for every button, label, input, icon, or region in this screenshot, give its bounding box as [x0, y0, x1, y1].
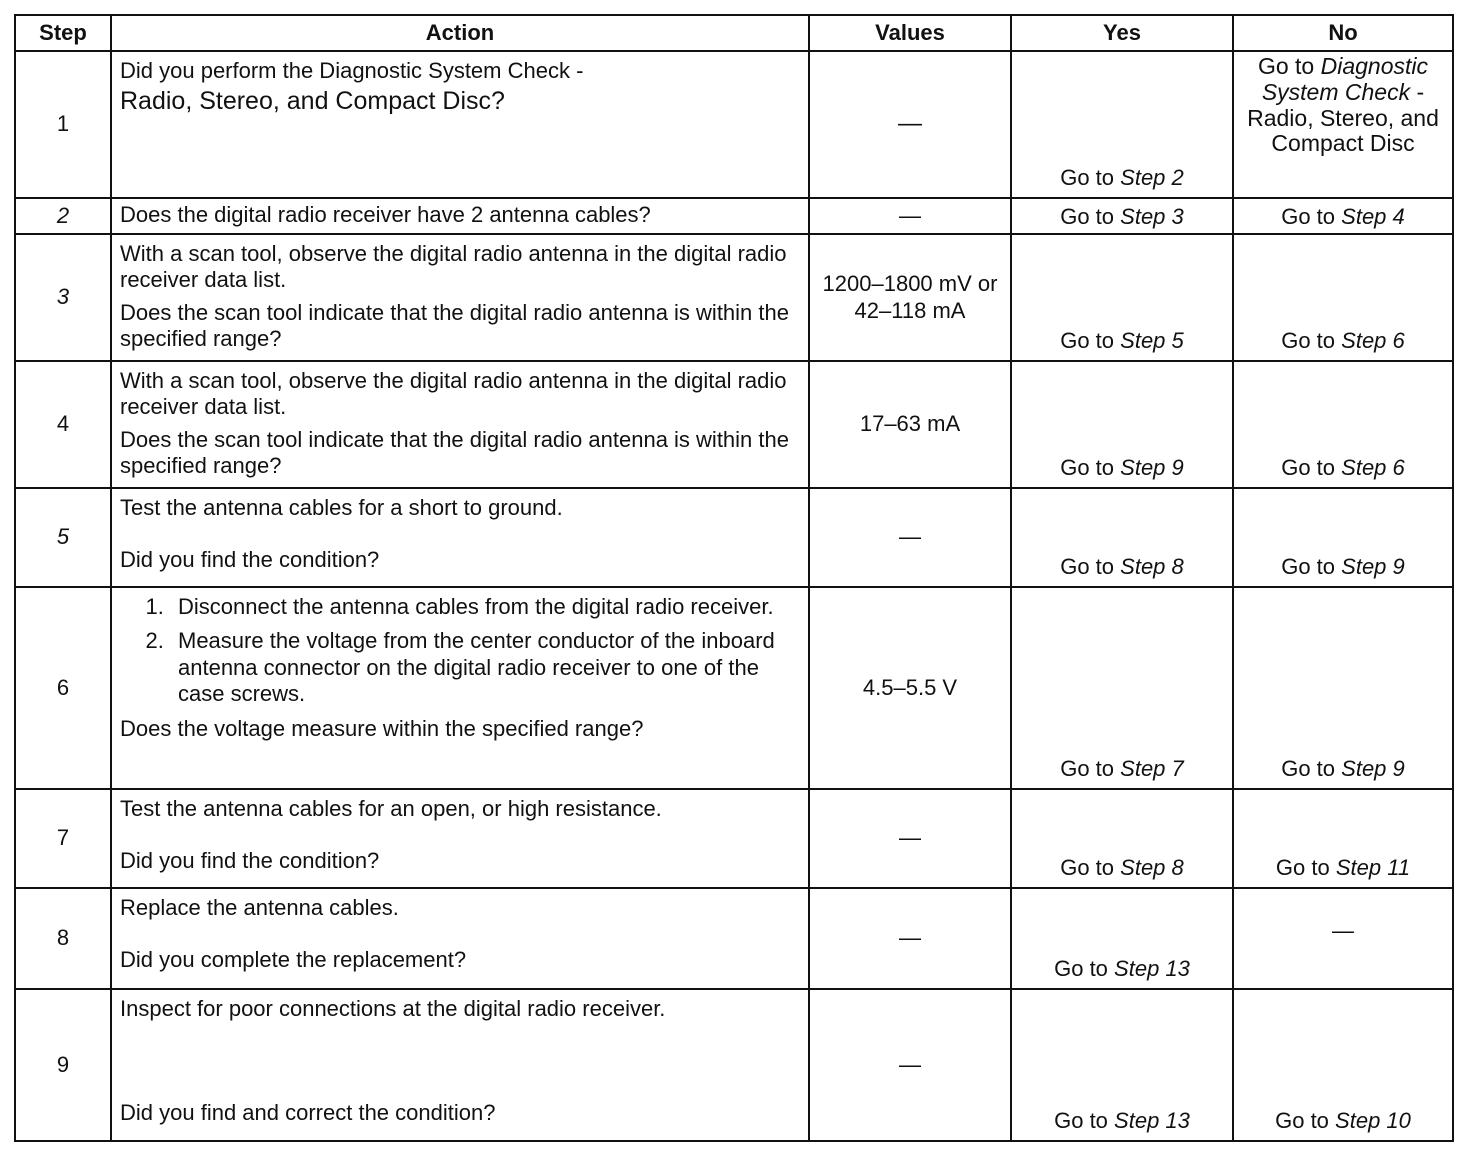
- values-cell: —: [809, 488, 1011, 587]
- header-no: No: [1233, 15, 1453, 51]
- action-text: Did you perform the Diagnostic System Check -: [120, 58, 584, 83]
- action-cell: [111, 488, 809, 587]
- step-number: 5: [15, 488, 111, 587]
- go-to-prefix: Go to: [1060, 755, 1115, 781]
- procedure-step: 1. Disconnect the antenna cables from the digital radio receiver.: [170, 594, 798, 620]
- action-instruction: Test the antenna cables for a short to ground.: [120, 495, 563, 520]
- action-question: Did you find and correct the condition?: [120, 1100, 496, 1126]
- step-number: 6: [15, 587, 111, 789]
- action-question: Did you find the condition?: [120, 547, 380, 573]
- step-link[interactable]: Step 10: [1335, 1107, 1411, 1133]
- no-cell: [1233, 488, 1453, 587]
- action-question: Did you find the condition?: [120, 848, 380, 874]
- yes-cell: [1011, 989, 1233, 1141]
- step-link[interactable]: Step 9: [1120, 454, 1184, 480]
- no-cell: [1233, 989, 1453, 1141]
- values-cell: —: [809, 989, 1011, 1141]
- no-cell-suffix: - Radio, Stereo, and Compact Disc: [1247, 78, 1439, 157]
- step-link[interactable]: Step 6: [1341, 454, 1405, 480]
- values-cell: —: [809, 51, 1011, 198]
- action-question: Does the scan tool indicate that the digital radio antenna is within the specified range?: [120, 299, 789, 352]
- yes-cell: [1011, 789, 1233, 888]
- action-cell: [111, 789, 809, 888]
- go-to-prefix: Go to: [1275, 1107, 1329, 1133]
- yes-cell: [1011, 488, 1233, 587]
- table-row: [15, 789, 1453, 888]
- step-link[interactable]: Step 9: [1341, 553, 1405, 579]
- go-to-prefix: Go to: [1281, 454, 1336, 480]
- step-number: 9: [15, 989, 111, 1141]
- go-to-prefix: Go to: [1054, 1107, 1108, 1133]
- no-cell: [1233, 198, 1453, 234]
- step-link[interactable]: Step 13: [1114, 1107, 1190, 1133]
- table-row: [15, 51, 1453, 198]
- step-link[interactable]: Step 5: [1120, 327, 1184, 353]
- step-number: 1: [15, 51, 111, 198]
- yes-cell: [1011, 234, 1233, 361]
- action-cell: [111, 198, 809, 234]
- action-cell: [111, 234, 809, 361]
- yes-cell: [1011, 888, 1233, 989]
- action-question: Does the voltage measure within the specified range?: [120, 715, 644, 741]
- action-question: Does the digital radio receiver have 2 antenna cables?: [120, 202, 651, 227]
- step-link[interactable]: Step 2: [1120, 164, 1184, 190]
- yes-cell: [1011, 51, 1233, 198]
- go-to-prefix: Go to: [1281, 553, 1336, 579]
- step-link[interactable]: Step 8: [1120, 553, 1184, 579]
- no-cell: [1233, 234, 1453, 361]
- action-question: Does the scan tool indicate that the digital radio antenna is within the specified range?: [120, 426, 789, 479]
- step-link[interactable]: Step 6: [1341, 327, 1405, 353]
- table-row: [15, 488, 1453, 587]
- go-to-prefix: Go to: [1275, 854, 1330, 880]
- header-values: Values: [809, 15, 1011, 51]
- diagnostic-link[interactable]: Diagnostic System Check: [1261, 53, 1429, 105]
- go-to-prefix: Go to: [1060, 164, 1115, 190]
- step-link[interactable]: Step 7: [1120, 755, 1184, 781]
- action-cell: [111, 361, 809, 488]
- procedure-step: 2. Measure the voltage from the center conductor of the inboard antenna connector on the digital radio receiver to one of the case screws.: [170, 628, 798, 707]
- table-row: [15, 587, 1453, 789]
- action-text: Radio, Stereo, and Compact Disc?: [120, 87, 505, 116]
- action-question: Did you complete the replacement?: [120, 947, 467, 973]
- diagnostic-table-container: [14, 14, 1454, 1142]
- diagnostic-table: [14, 14, 1454, 1142]
- yes-cell: [1011, 198, 1233, 234]
- action-instruction: With a scan tool, observe the digital radio antenna in the digital radio receiver data list.: [120, 241, 787, 293]
- procedure-list: [120, 594, 798, 708]
- step-number: 4: [15, 361, 111, 488]
- go-to-prefix: Go to: [1281, 755, 1336, 781]
- action-instruction: Inspect for poor connections at the digital radio receiver.: [120, 996, 666, 1021]
- header-action: Action: [111, 15, 809, 51]
- no-cell: [1233, 789, 1453, 888]
- action-instruction: With a scan tool, observe the digital radio antenna in the digital radio receiver data list.: [120, 368, 787, 420]
- go-to-prefix: Go to: [1257, 53, 1315, 79]
- table-row: [15, 989, 1453, 1141]
- table-row: [15, 198, 1453, 234]
- action-cell: [111, 888, 809, 989]
- go-to-prefix: Go to: [1281, 203, 1336, 229]
- header-yes: Yes: [1011, 15, 1233, 51]
- header-step: Step: [15, 15, 111, 51]
- values-cell: —: [809, 888, 1011, 989]
- action-cell: [111, 51, 809, 198]
- go-to-prefix: Go to: [1060, 203, 1115, 229]
- no-cell: [1233, 587, 1453, 789]
- values-cell: —: [809, 789, 1011, 888]
- step-link[interactable]: Step 8: [1120, 854, 1184, 880]
- values-cell: —: [809, 198, 1011, 234]
- go-to-prefix: Go to: [1060, 327, 1115, 353]
- step-number: 2: [15, 198, 111, 234]
- no-cell: —: [1233, 888, 1453, 989]
- action-cell: [111, 587, 809, 789]
- step-link[interactable]: Step 13: [1114, 955, 1190, 981]
- step-number: 3: [15, 234, 111, 361]
- action-instruction: Test the antenna cables for an open, or high resistance.: [120, 796, 662, 821]
- yes-cell: [1011, 361, 1233, 488]
- go-to-prefix: Go to: [1060, 854, 1115, 880]
- values-cell: 17–63 mA: [809, 361, 1011, 488]
- go-to-prefix: Go to: [1054, 955, 1108, 981]
- step-link[interactable]: Step 11: [1335, 854, 1411, 880]
- no-cell: [1233, 361, 1453, 488]
- action-instruction: Replace the antenna cables.: [120, 895, 399, 920]
- go-to-prefix: Go to: [1060, 454, 1115, 480]
- step-number: 7: [15, 789, 111, 888]
- step-number: 8: [15, 888, 111, 989]
- yes-cell: [1011, 587, 1233, 789]
- no-cell: [1233, 51, 1453, 198]
- step-link[interactable]: Step 4: [1341, 203, 1405, 229]
- go-to-prefix: Go to: [1060, 553, 1115, 579]
- header-row: [15, 15, 1453, 51]
- action-cell: [111, 989, 809, 1141]
- table-row: [15, 888, 1453, 989]
- step-link[interactable]: Step 9: [1341, 755, 1405, 781]
- table-row: [15, 361, 1453, 488]
- table-row: [15, 234, 1453, 361]
- go-to-prefix: Go to: [1281, 327, 1336, 353]
- values-cell: 4.5–5.5 V: [809, 587, 1011, 789]
- step-link[interactable]: Step 3: [1120, 203, 1184, 229]
- values-cell: 1200–1800 mV or 42–118 mA: [809, 234, 1011, 361]
